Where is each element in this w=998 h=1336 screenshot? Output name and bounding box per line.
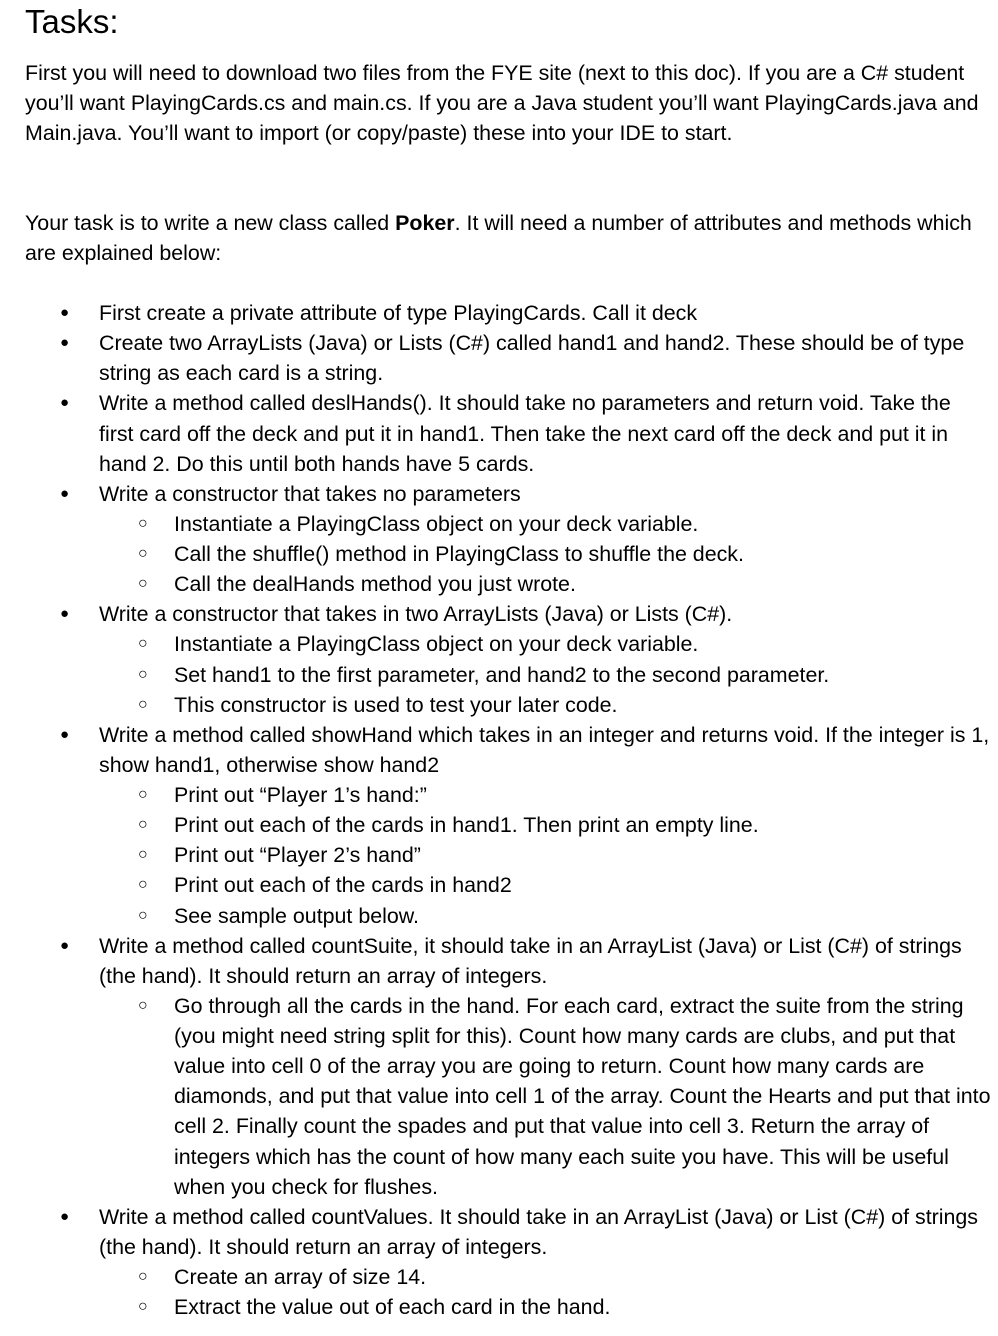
list-item bbox=[0, 599, 998, 629]
list-item-text: Instantiate a PlayingClass object on your deck variable. bbox=[174, 511, 699, 536]
sub-list-item bbox=[0, 569, 998, 599]
list-item-text: First create a private attribute of type PlayingCards. Call it deck bbox=[99, 301, 698, 325]
list-item-text: Go through all the cards in the hand. For each card, extract the suite from the string (you might need string split for this). Count how many cards are clubs, and put that value into cell 0 of the array you are going to return. Count how many cards are diamonds, and put that value into cell 1 of the array. Count the Hearts and put that into cell 2. Finally count the spades and put that value into cell 3. Return the array of integers which has the count of how many each suite you have. This will be useful when you check for flushes. bbox=[174, 993, 991, 1199]
bullet-marker: ● bbox=[60, 936, 70, 954]
task-list bbox=[0, 298, 998, 1322]
sub-list-item bbox=[0, 901, 998, 931]
list-item-text: Call the shuffle() method in PlayingClass to shuffle the deck. bbox=[174, 542, 744, 566]
sub-list-item bbox=[0, 1262, 998, 1292]
list-item-text: Set hand1 to the first parameter, and hand2 to the second parameter. bbox=[174, 662, 830, 687]
list-item-text: Create two ArrayLists (Java) or Lists (C#) called hand1 and hand2. These should be of type string as each card is a string. bbox=[99, 331, 965, 386]
sub-list-item bbox=[0, 1292, 998, 1322]
sub-bullet-marker: ○ bbox=[138, 545, 148, 562]
list-item-text: This constructor is used to test your later code. bbox=[174, 692, 618, 717]
list-item bbox=[0, 328, 998, 388]
bullet-marker: ● bbox=[60, 725, 70, 743]
sub-bullet-marker: ○ bbox=[138, 876, 148, 894]
sub-bullet-marker: ○ bbox=[138, 665, 148, 683]
bullet-marker: ● bbox=[60, 304, 70, 321]
sub-bullet-marker: ○ bbox=[138, 695, 148, 713]
list-item bbox=[0, 1202, 998, 1262]
list-item-text: Write a method called showHand which takes in an integer and returns void. If the integer is 1, show hand1, otherwise show hand2 bbox=[99, 722, 990, 777]
sub-bullet-marker: ○ bbox=[138, 786, 148, 803]
list-item bbox=[0, 298, 998, 328]
sub-bullet-marker: ○ bbox=[138, 635, 148, 653]
list-item bbox=[0, 931, 998, 991]
list-item-text: Print out “Player 2’s hand” bbox=[174, 843, 421, 868]
sub-bullet-marker: ○ bbox=[138, 996, 148, 1014]
list-item-text: Write a method called countSuite, it should take in an ArrayList (Java) or List (C#) of strings (the hand). It should return an array of integers. bbox=[99, 933, 962, 988]
bullet-marker: ● bbox=[60, 605, 70, 623]
list-item-text: Call the dealHands method you just wrote. bbox=[174, 572, 576, 597]
bullet-marker: ● bbox=[60, 334, 70, 352]
list-item-text: Write a constructor that takes no parameters bbox=[99, 481, 521, 506]
sub-list-item bbox=[0, 629, 998, 659]
task-intro-paragraph bbox=[25, 208, 985, 268]
sub-bullet-marker: ○ bbox=[138, 1298, 148, 1316]
sub-bullet-marker: ○ bbox=[138, 514, 148, 532]
page-title: Tasks: bbox=[25, 3, 119, 40]
intro-paragraph: First you will need to download two files from the FYE site (next to this doc). If you are a C# student you’ll want PlayingCards.cs and main.cs. If you are a Java student you’ll want PlayingCards.java and Main.java. You’ll want to import (or copy/paste) these into your IDE to start. bbox=[25, 61, 979, 145]
list-item-text: Create an array of size 14. bbox=[174, 1265, 427, 1289]
sub-bullet-marker: ○ bbox=[138, 846, 148, 864]
task-intro-before: Your task is to write a new class called bbox=[25, 211, 396, 235]
sub-bullet-marker: ○ bbox=[138, 816, 148, 834]
list-item-text: Print out each of the cards in hand2 bbox=[174, 873, 512, 898]
list-item-text: Print out each of the cards in hand1. Then print an empty line. bbox=[174, 813, 759, 838]
sub-list-item bbox=[0, 870, 998, 900]
sub-list-item bbox=[0, 660, 998, 690]
sub-bullet-marker: ○ bbox=[138, 575, 148, 593]
sub-list-item bbox=[0, 690, 998, 720]
list-item-text: Extract the value out of each card in the hand. bbox=[174, 1295, 611, 1320]
class-name-poker: Poker bbox=[395, 211, 455, 235]
list-item bbox=[0, 720, 998, 780]
sub-list-item bbox=[0, 991, 998, 1202]
sub-list-item bbox=[0, 780, 998, 810]
bullet-marker: ● bbox=[60, 484, 70, 502]
list-item-text: See sample output below. bbox=[174, 903, 419, 928]
list-item-text: Write a method called countValues. It should take in an ArrayList (Java) or List (C#) of strings (the hand). It should return an array of integers. bbox=[99, 1204, 978, 1259]
task-intro-after: . It will need a number of attributes and methods which are explained below: bbox=[25, 211, 972, 265]
sub-bullet-marker: ○ bbox=[138, 906, 148, 924]
sub-list-item bbox=[0, 539, 998, 569]
sub-list-item bbox=[0, 810, 998, 840]
sub-list-item bbox=[0, 509, 998, 539]
sub-list-item bbox=[0, 840, 998, 870]
list-item-text: Instantiate a PlayingClass object on your deck variable. bbox=[174, 632, 699, 657]
list-item bbox=[0, 479, 998, 509]
list-item-text: Print out “Player 1’s hand:” bbox=[174, 783, 427, 807]
sub-bullet-marker: ○ bbox=[138, 1268, 148, 1285]
list-item bbox=[0, 388, 998, 478]
bullet-marker: ● bbox=[60, 394, 70, 412]
bullet-marker: ● bbox=[60, 1207, 70, 1225]
list-item-text: Write a constructor that takes in two ArrayLists (Java) or Lists (C#). bbox=[99, 602, 733, 627]
list-item-text: Write a method called deslHands(). It should take no parameters and return void. Take the first card off the deck and put it in hand1. Then take the next card off the deck and put it in hand 2. Do this until both hands have 5 cards. bbox=[99, 391, 951, 476]
